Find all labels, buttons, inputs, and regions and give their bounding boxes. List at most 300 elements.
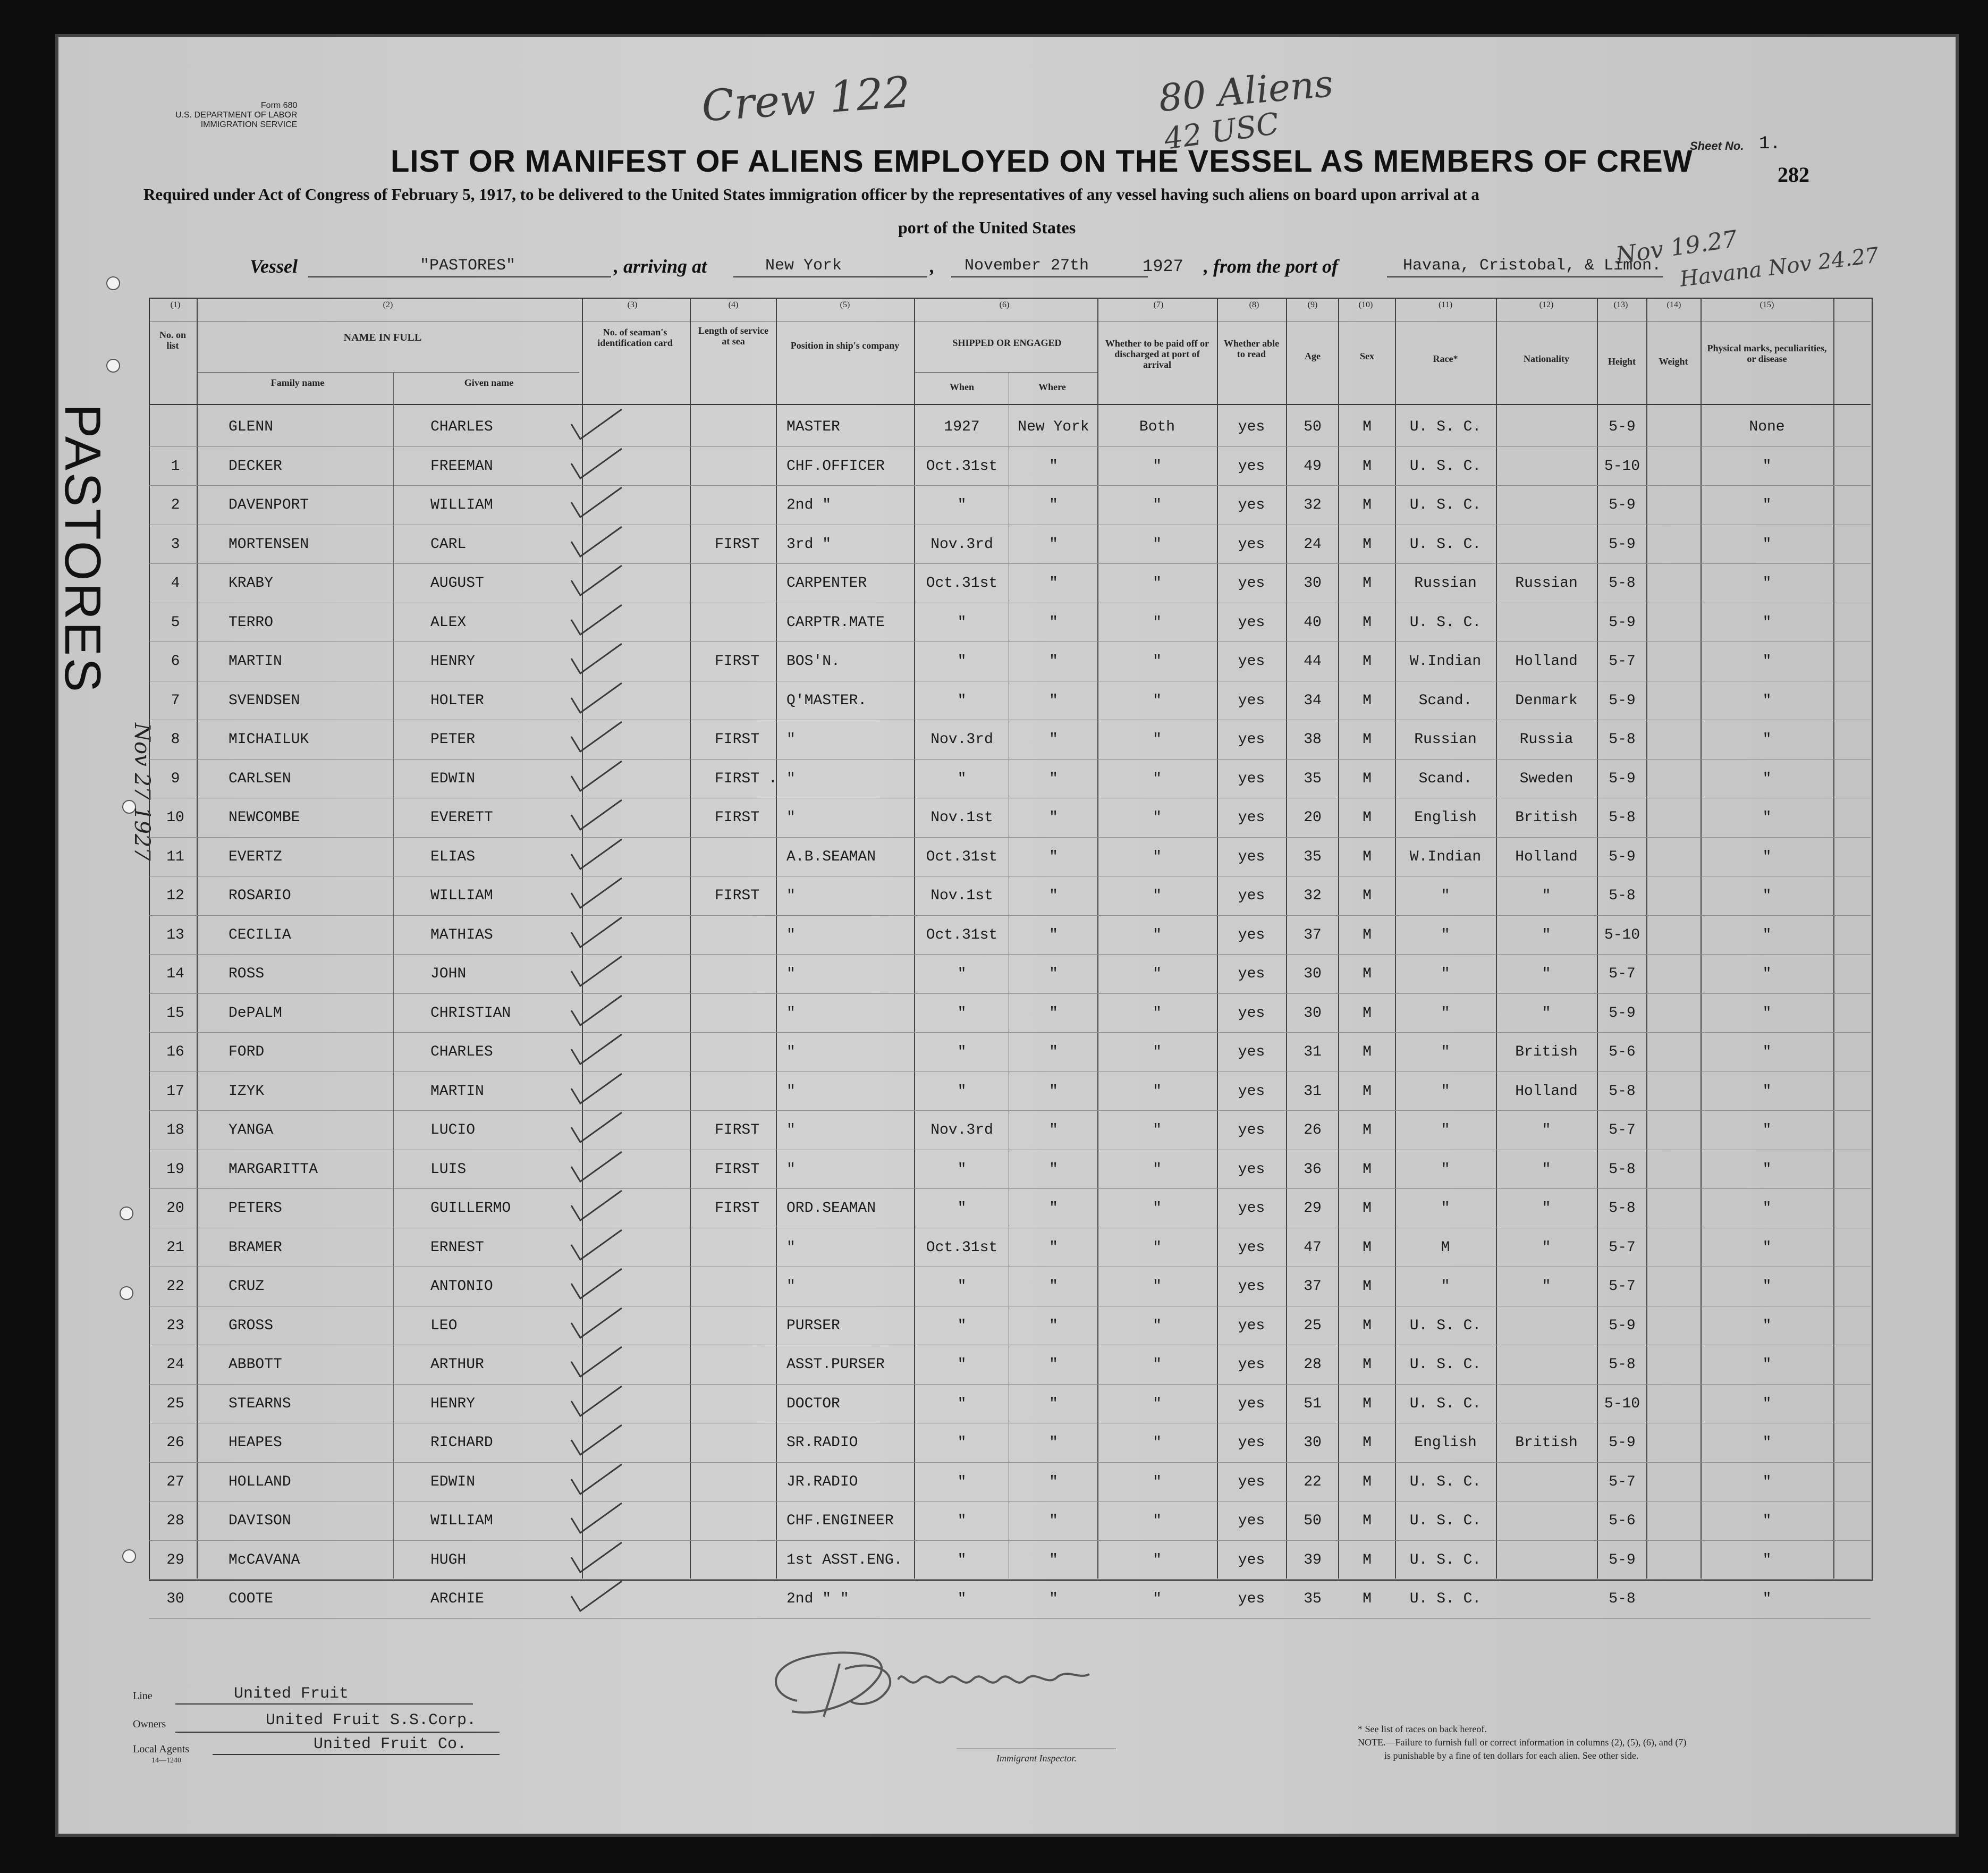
cell-family-name: MARGARITTA	[229, 1161, 318, 1178]
cell-paid-off: "	[1153, 848, 1162, 865]
cell-family-name: GROSS	[229, 1317, 274, 1334]
cell-sex: M	[1363, 419, 1372, 435]
cell-no: 14	[166, 966, 184, 982]
cell-height: 5-7	[1609, 966, 1636, 982]
cell-position: "	[786, 1239, 796, 1256]
cell-no: 25	[166, 1395, 184, 1412]
check-mark-icon	[569, 1502, 627, 1539]
cell-position: "	[786, 966, 796, 982]
cell-race: U. S. C.	[1409, 1591, 1482, 1607]
table-row	[0, 526, 1988, 562]
cell-able-to-read: yes	[1238, 419, 1265, 435]
check-mark-icon	[569, 721, 627, 758]
col-num-12: (12)	[1539, 300, 1554, 309]
cell-where: "	[1049, 1317, 1058, 1334]
cell-where: "	[1049, 1356, 1058, 1373]
cell-height: 5-6	[1609, 1513, 1636, 1529]
cell-race: "	[1441, 1200, 1450, 1217]
table-row	[0, 1073, 1988, 1109]
cell-height: 5-10	[1604, 926, 1640, 943]
cell-given-name: EVERETT	[430, 809, 493, 826]
cell-position: CARPENTER	[786, 575, 867, 592]
cell-when: "	[957, 497, 967, 513]
cell-position: BOS'N.	[786, 653, 840, 670]
cell-able-to-read: yes	[1238, 926, 1265, 943]
cell-age: 38	[1304, 731, 1322, 748]
cell-physical-marks: "	[1762, 575, 1772, 592]
cell-given-name: ERNEST	[430, 1239, 484, 1256]
cell-when: Oct.31st	[926, 848, 998, 865]
cell-no: 20	[166, 1200, 184, 1217]
cell-where: New York	[1018, 419, 1089, 435]
header-length-of-service: Length of service at sea	[698, 325, 768, 347]
arrival-date: November 27th	[965, 257, 1089, 275]
table-row	[0, 604, 1988, 640]
cell-given-name: AUGUST	[430, 575, 484, 592]
cell-age: 34	[1304, 692, 1322, 709]
cell-family-name: MARTIN	[229, 653, 282, 670]
cell-race: "	[1441, 1044, 1450, 1060]
cell-sex: M	[1363, 1161, 1372, 1178]
cell-able-to-read: yes	[1238, 1278, 1265, 1295]
cell-no: 13	[166, 926, 184, 943]
form-number: Form 680	[260, 101, 298, 110]
cell-race: Russian	[1414, 575, 1477, 592]
cell-age: 24	[1304, 536, 1322, 553]
cell-race: Russian	[1414, 731, 1477, 748]
cell-race: W.Indian	[1409, 653, 1482, 670]
cell-family-name: DECKER	[229, 458, 282, 475]
cell-no: 27	[166, 1473, 184, 1490]
crew-count-note: Crew 122	[700, 67, 912, 131]
check-mark-icon	[569, 1307, 627, 1344]
cell-race: M	[1441, 1239, 1450, 1256]
cell-given-name: RICHARD	[430, 1435, 493, 1451]
cell-able-to-read: yes	[1238, 1005, 1265, 1022]
cell-position: CHF.OFFICER	[786, 458, 885, 475]
cell-age: 35	[1304, 848, 1322, 865]
usc-count-note: 42 USC	[1162, 106, 1281, 157]
cell-sex: M	[1363, 848, 1372, 865]
cell-nationality: "	[1542, 1239, 1551, 1256]
agents-value: United Fruit Co.	[314, 1735, 467, 1753]
cell-position: CARPTR.MATE	[786, 614, 885, 631]
col-num-13: (13)	[1613, 300, 1628, 309]
cell-paid-off: "	[1153, 575, 1162, 592]
cell-when: Nov.1st	[930, 888, 993, 904]
cell-where: "	[1049, 1395, 1058, 1412]
cell-no: 21	[166, 1239, 184, 1256]
cell-sex: M	[1363, 1005, 1372, 1022]
cell-height: 5-8	[1609, 1356, 1636, 1373]
line-label: Line	[133, 1690, 153, 1702]
cell-paid-off: "	[1153, 1513, 1162, 1529]
cell-height: 5-9	[1609, 1317, 1636, 1334]
cell-age: 47	[1304, 1239, 1322, 1256]
cell-given-name: MARTIN	[430, 1083, 484, 1100]
cell-family-name: COOTE	[229, 1591, 274, 1607]
cell-no: 12	[166, 888, 184, 904]
cell-no: 7	[171, 692, 180, 709]
cell-height: 5-7	[1609, 1122, 1636, 1138]
cell-race: "	[1441, 1278, 1450, 1295]
cell-paid-off: "	[1153, 888, 1162, 904]
cell-height: 5-8	[1609, 1083, 1636, 1100]
cell-when: "	[957, 1278, 967, 1295]
cell-sex: M	[1363, 1278, 1372, 1295]
cell-height: 5-9	[1609, 692, 1636, 709]
cell-position: "	[786, 731, 796, 748]
cell-nationality: Holland	[1515, 653, 1578, 670]
table-row	[0, 564, 1988, 601]
cell-able-to-read: yes	[1238, 1200, 1265, 1217]
header-seaman-id: No. of seaman's identification card	[597, 327, 673, 348]
cell-able-to-read: yes	[1238, 1083, 1265, 1100]
owners-label: Owners	[133, 1718, 166, 1730]
table-row	[0, 1307, 1988, 1343]
cell-where: "	[1049, 1591, 1058, 1607]
owners-value: United Fruit S.S.Corp.	[266, 1711, 477, 1729]
cell-age: 37	[1304, 1278, 1322, 1295]
check-mark-icon	[569, 448, 627, 485]
header-name-in-full: NAME IN FULL	[343, 332, 422, 343]
cell-where: "	[1049, 1473, 1058, 1490]
header-no-on-list: No. on list	[159, 330, 186, 351]
cell-given-name: FREEMAN	[430, 458, 493, 475]
cell-where: "	[1049, 1044, 1058, 1060]
cell-race: "	[1441, 926, 1450, 943]
cell-able-to-read: yes	[1238, 1435, 1265, 1451]
cell-sex: M	[1363, 497, 1372, 513]
cell-when: "	[957, 966, 967, 982]
check-mark-icon	[569, 1385, 627, 1422]
cell-physical-marks: "	[1762, 458, 1772, 475]
cell-height: 5-8	[1609, 1591, 1636, 1607]
check-mark-icon	[569, 799, 627, 836]
cell-no: 22	[166, 1278, 184, 1295]
cell-physical-marks: "	[1762, 888, 1772, 904]
cell-position: 2nd "	[786, 497, 832, 513]
cell-no: 2	[171, 497, 180, 513]
cell-when: Nov.3rd	[930, 536, 993, 553]
check-mark-icon	[569, 760, 627, 797]
header-family-name: Family name	[270, 377, 325, 388]
cell-nationality: "	[1542, 966, 1551, 982]
cell-physical-marks: "	[1762, 653, 1772, 670]
cell-paid-off: "	[1153, 1044, 1162, 1060]
cell-paid-off: "	[1153, 1435, 1162, 1451]
inspector-label: Immigrant Inspector.	[996, 1753, 1077, 1764]
cell-service: FIRST	[715, 1122, 760, 1138]
cell-age: 25	[1304, 1317, 1322, 1334]
cell-paid-off: "	[1153, 1200, 1162, 1217]
form-code: 14—1240	[151, 1757, 181, 1765]
cell-height: 5-9	[1609, 614, 1636, 631]
cell-sex: M	[1363, 809, 1372, 826]
cell-age: 20	[1304, 809, 1322, 826]
cell-sex: M	[1363, 1317, 1372, 1334]
cell-when: "	[957, 1473, 967, 1490]
cell-given-name: MATHIAS	[430, 926, 493, 943]
cell-family-name: PETERS	[229, 1200, 282, 1217]
cell-position: "	[786, 1161, 796, 1178]
check-mark-icon	[569, 994, 627, 1032]
table-row	[0, 838, 1988, 874]
col-num-5: (5)	[840, 300, 850, 309]
cell-family-name: GLENN	[229, 419, 274, 435]
cell-race: U. S. C.	[1409, 1356, 1482, 1373]
vessel-name: "PASTORES"	[420, 257, 516, 275]
cell-family-name: MORTENSEN	[229, 536, 309, 553]
cell-race: U. S. C.	[1409, 458, 1482, 475]
cell-able-to-read: yes	[1238, 888, 1265, 904]
cell-sex: M	[1363, 1473, 1372, 1490]
cell-nationality: British	[1515, 1435, 1578, 1451]
from-port-label: , from the port of	[1204, 256, 1339, 277]
cell-race: "	[1441, 1005, 1450, 1022]
cell-family-name: CRUZ	[229, 1278, 265, 1295]
cell-family-name: MICHAILUK	[229, 731, 309, 748]
cell-position: CHF.ENGINEER	[786, 1513, 894, 1529]
cell-position: "	[786, 1083, 796, 1100]
penalty-note-2: is punishable by a fine of ten dollars for each alien. See other side.	[1384, 1750, 1639, 1761]
cell-race: "	[1441, 1161, 1450, 1178]
cell-sex: M	[1363, 1435, 1372, 1451]
cell-sex: M	[1363, 692, 1372, 709]
cell-family-name: SVENDSEN	[229, 692, 300, 709]
cell-physical-marks: "	[1762, 1473, 1772, 1490]
cell-able-to-read: yes	[1238, 1551, 1265, 1568]
cell-given-name: JOHN	[430, 966, 467, 982]
cell-sex: M	[1363, 1200, 1372, 1217]
page-title: LIST OR MANIFEST OF ALIENS EMPLOYED ON THE VESSEL AS MEMBERS OF CREW	[391, 144, 1693, 179]
cell-physical-marks: "	[1762, 770, 1772, 787]
cell-position: 2nd " "	[786, 1591, 849, 1607]
cell-age: 40	[1304, 614, 1322, 631]
cell-paid-off: "	[1153, 1395, 1162, 1412]
check-mark-icon	[569, 1580, 627, 1617]
cell-service: FIRST .	[715, 770, 777, 787]
header-sex: Sex	[1360, 351, 1374, 361]
col-num-10: (10)	[1358, 300, 1373, 309]
cell-age: 51	[1304, 1395, 1322, 1412]
cell-family-name: YANGA	[229, 1122, 274, 1138]
cell-physical-marks: "	[1762, 1200, 1772, 1217]
cell-family-name: DAVENPORT	[229, 497, 309, 513]
cell-given-name: HENRY	[430, 1395, 476, 1412]
cell-physical-marks: "	[1762, 1513, 1772, 1529]
cell-age: 30	[1304, 575, 1322, 592]
cell-physical-marks: "	[1762, 1122, 1772, 1138]
cell-where: "	[1049, 692, 1058, 709]
cell-position: "	[786, 1278, 796, 1295]
cell-where: "	[1049, 1083, 1058, 1100]
cell-where: "	[1049, 770, 1058, 787]
cell-age: 50	[1304, 419, 1322, 435]
cell-age: 31	[1304, 1083, 1322, 1100]
cell-no: 4	[171, 575, 180, 592]
cell-race: U. S. C.	[1409, 497, 1482, 513]
check-mark-icon	[569, 1189, 627, 1227]
cell-position: DOCTOR	[786, 1395, 840, 1412]
cell-where: "	[1049, 1435, 1058, 1451]
cell-nationality: "	[1542, 1161, 1551, 1178]
check-mark-icon	[569, 1463, 627, 1500]
check-mark-icon	[569, 1541, 627, 1579]
cell-where: "	[1049, 497, 1058, 513]
cell-position: JR.RADIO	[786, 1473, 858, 1490]
cell-where: "	[1049, 1122, 1058, 1138]
check-mark-icon	[569, 877, 627, 914]
cell-no: 28	[166, 1513, 184, 1529]
cell-physical-marks: "	[1762, 1005, 1772, 1022]
cell-nationality: British	[1515, 1044, 1578, 1060]
header-age: Age	[1305, 351, 1321, 361]
cell-physical-marks: "	[1762, 536, 1772, 553]
header-able-to-read: Whether able to read	[1223, 338, 1280, 359]
cell-physical-marks: "	[1762, 926, 1772, 943]
cell-family-name: CECILIA	[229, 926, 291, 943]
cell-no: 8	[171, 731, 180, 748]
cell-age: 36	[1304, 1161, 1322, 1178]
cell-where: "	[1049, 1278, 1058, 1295]
cell-no: 26	[166, 1435, 184, 1451]
table-row	[0, 799, 1988, 835]
table-row	[0, 1346, 1988, 1382]
cell-race: U. S. C.	[1409, 1551, 1482, 1568]
cell-paid-off: "	[1153, 1278, 1162, 1295]
cell-no: 10	[166, 809, 184, 826]
table-row	[0, 682, 1988, 718]
cell-when: "	[957, 614, 967, 631]
col-num-1: (1)	[170, 300, 181, 309]
cell-where: "	[1049, 1551, 1058, 1568]
cell-where: "	[1049, 926, 1058, 943]
cell-physical-marks: "	[1762, 692, 1772, 709]
cell-family-name: ROSARIO	[229, 888, 291, 904]
header-when: When	[949, 382, 974, 392]
cell-height: 5-9	[1609, 1005, 1636, 1022]
stamp-date-note: Nov 27 1927	[130, 723, 154, 861]
cell-no: 15	[166, 1005, 184, 1022]
cell-race: "	[1441, 888, 1450, 904]
check-mark-icon	[569, 564, 627, 602]
cell-service: FIRST	[715, 536, 760, 553]
cell-given-name: WILLIAM	[430, 1513, 493, 1529]
cell-position: ASST.PURSER	[786, 1356, 885, 1373]
cell-paid-off: "	[1153, 1005, 1162, 1022]
cell-age: 29	[1304, 1200, 1322, 1217]
cell-age: 35	[1304, 1591, 1322, 1607]
cell-physical-marks: "	[1762, 1044, 1772, 1060]
cell-given-name: EDWIN	[430, 770, 476, 787]
aliens-count-note: 80 Aliens	[1157, 61, 1335, 121]
cell-physical-marks: "	[1762, 1435, 1772, 1451]
cell-physical-marks: "	[1762, 1317, 1772, 1334]
cell-height: 5-7	[1609, 653, 1636, 670]
cell-position: "	[786, 770, 796, 787]
table-row	[0, 1189, 1988, 1226]
cell-when: "	[957, 1005, 967, 1022]
cell-given-name: WILLIAM	[430, 888, 493, 904]
cell-sex: M	[1363, 614, 1372, 631]
cell-race: Scand.	[1418, 692, 1473, 709]
cell-service: FIRST	[715, 653, 760, 670]
cell-given-name: CHARLES	[430, 419, 493, 435]
table-row	[0, 643, 1988, 679]
cell-able-to-read: yes	[1238, 458, 1265, 475]
table-row	[0, 1541, 1988, 1577]
inspector-signature	[760, 1637, 1132, 1733]
cell-able-to-read: yes	[1238, 770, 1265, 787]
sheet-label: Sheet No.	[1690, 139, 1744, 153]
cell-nationality: "	[1542, 1122, 1551, 1138]
cell-family-name: CARLSEN	[229, 770, 291, 787]
table-row	[0, 486, 1988, 522]
cell-race: W.Indian	[1409, 848, 1482, 865]
cell-paid-off: "	[1153, 1083, 1162, 1100]
cell-physical-marks: "	[1762, 1239, 1772, 1256]
cell-where: "	[1049, 1513, 1058, 1529]
cell-race: U. S. C.	[1409, 1395, 1482, 1412]
cell-where: "	[1049, 848, 1058, 865]
cell-physical-marks: "	[1762, 966, 1772, 982]
cell-physical-marks: "	[1762, 1161, 1772, 1178]
col-num-11: (11)	[1438, 300, 1453, 309]
check-mark-icon	[569, 682, 627, 719]
cell-height: 5-8	[1609, 1161, 1636, 1178]
cell-sex: M	[1363, 458, 1372, 475]
cell-given-name: HUGH	[430, 1551, 467, 1568]
cell-family-name: ABBOTT	[229, 1356, 282, 1373]
col-num-9: (9)	[1307, 300, 1318, 309]
cell-nationality: British	[1515, 809, 1578, 826]
cell-height: 5-10	[1604, 458, 1640, 475]
table-row	[0, 1424, 1988, 1460]
cell-race: U. S. C.	[1409, 1317, 1482, 1334]
cell-able-to-read: yes	[1238, 497, 1265, 513]
check-mark-icon	[569, 1346, 627, 1383]
cell-family-name: BRAMER	[229, 1239, 282, 1256]
table-row	[0, 1463, 1988, 1499]
cell-paid-off: "	[1153, 536, 1162, 553]
cell-where: "	[1049, 575, 1058, 592]
cell-service: FIRST	[715, 888, 760, 904]
cell-where: "	[1049, 731, 1058, 748]
cell-height: 5-8	[1609, 731, 1636, 748]
cell-able-to-read: yes	[1238, 1356, 1265, 1373]
cell-family-name: HEAPES	[229, 1435, 282, 1451]
cell-age: 30	[1304, 1435, 1322, 1451]
cell-height: 5-7	[1609, 1239, 1636, 1256]
cell-age: 30	[1304, 966, 1322, 982]
table-row	[0, 1268, 1988, 1304]
cell-when: "	[957, 692, 967, 709]
cell-sex: M	[1363, 536, 1372, 553]
departure-ports: Havana, Cristobal, & Limon.	[1403, 257, 1662, 275]
cell-where: "	[1049, 458, 1058, 475]
header-race: Race*	[1433, 353, 1458, 364]
cell-paid-off: "	[1153, 1356, 1162, 1373]
cell-able-to-read: yes	[1238, 848, 1265, 865]
cell-given-name: LUIS	[430, 1161, 467, 1178]
required-text-line2: port of the United States	[898, 218, 1076, 237]
cell-no: 17	[166, 1083, 184, 1100]
cell-age: 26	[1304, 1122, 1322, 1138]
cell-physical-marks: "	[1762, 1278, 1772, 1295]
cell-able-to-read: yes	[1238, 1591, 1265, 1607]
agents-label: Local Agents	[133, 1743, 190, 1755]
